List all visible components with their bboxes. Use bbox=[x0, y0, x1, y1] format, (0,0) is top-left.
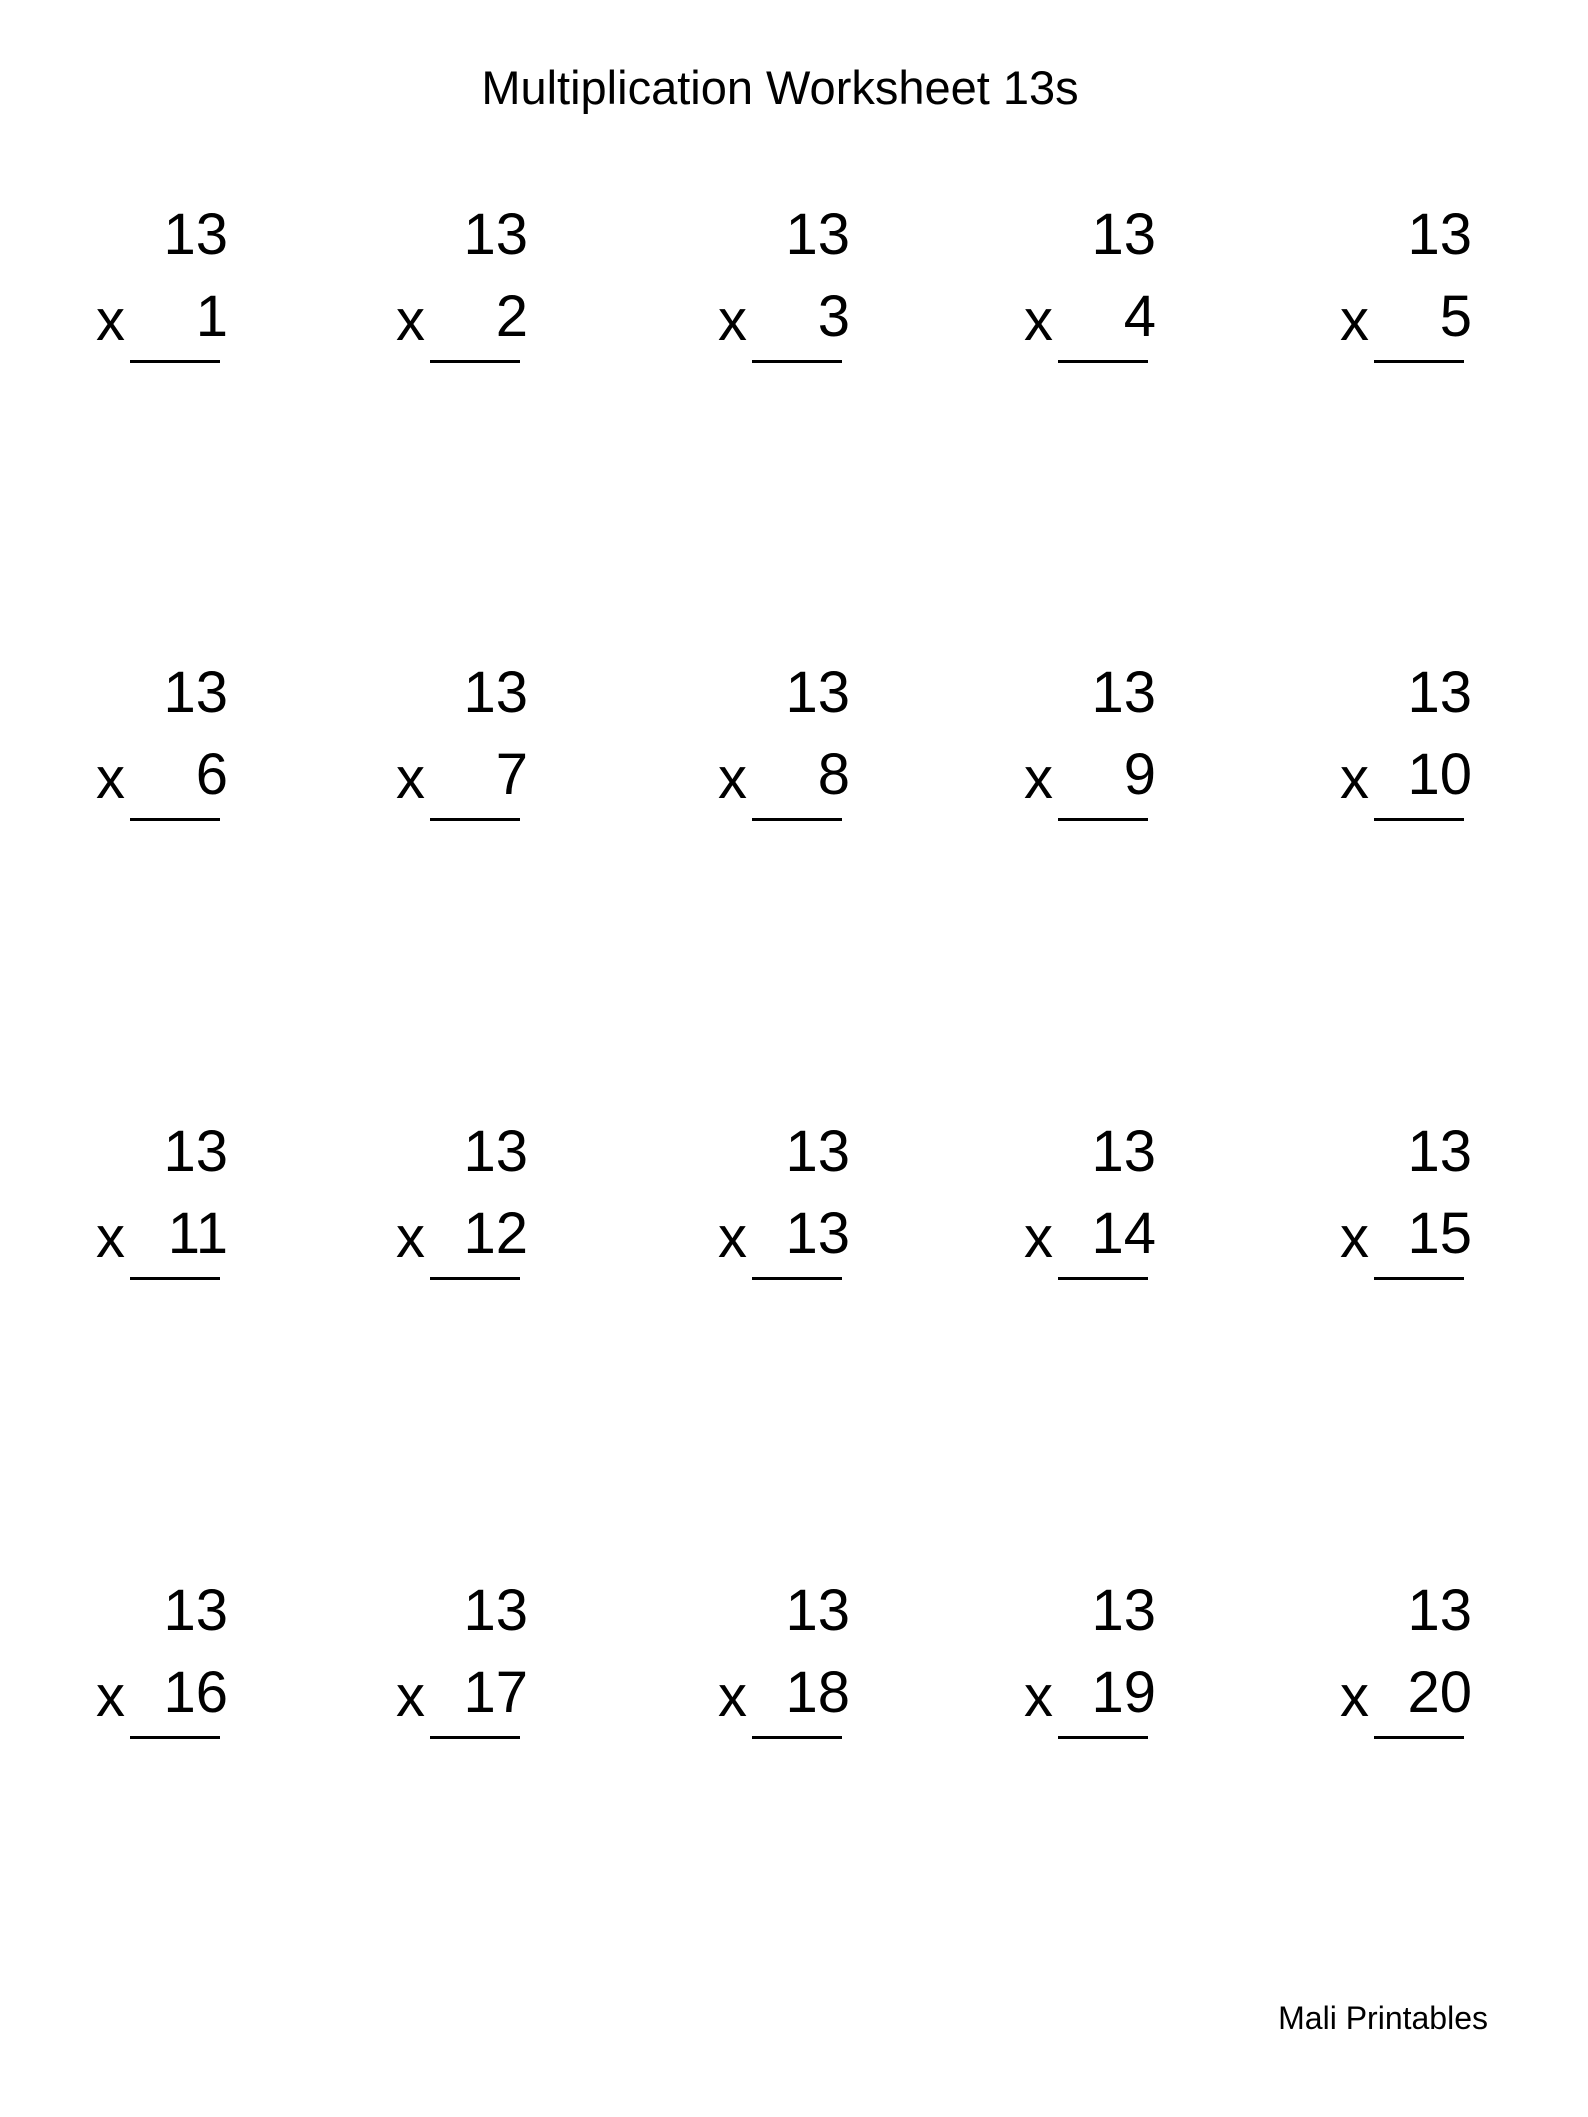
multiply-sign: x bbox=[96, 746, 125, 811]
answer-line bbox=[752, 1736, 842, 1739]
multiplicand: 13 bbox=[785, 202, 850, 267]
multiply-sign: x bbox=[1024, 1664, 1053, 1729]
multiply-sign: x bbox=[1340, 288, 1369, 353]
multiplicand: 13 bbox=[1407, 202, 1472, 267]
multiply-sign: x bbox=[396, 1205, 425, 1270]
multiplicand: 13 bbox=[463, 660, 528, 725]
multiplier: 12 bbox=[463, 1201, 528, 1266]
problem-14 bbox=[1024, 1117, 1174, 1292]
answer-line bbox=[1058, 1736, 1148, 1739]
multiplier: 9 bbox=[1123, 742, 1156, 807]
problem-18 bbox=[718, 1576, 868, 1751]
multiplier: 1 bbox=[195, 284, 228, 349]
answer-line bbox=[1058, 360, 1148, 363]
problem-11 bbox=[96, 1117, 246, 1292]
multiplicand: 13 bbox=[1407, 660, 1472, 725]
multiply-sign: x bbox=[96, 288, 125, 353]
worksheet-title: Multiplication Worksheet 13s bbox=[481, 61, 1079, 114]
problem-3 bbox=[718, 200, 868, 375]
multiplicand: 13 bbox=[1091, 1578, 1156, 1643]
multiplicand: 13 bbox=[463, 202, 528, 267]
multiply-sign: x bbox=[1024, 288, 1053, 353]
multiplicand: 13 bbox=[1091, 660, 1156, 725]
multiplier: 6 bbox=[195, 742, 228, 807]
multiplier: 16 bbox=[163, 1660, 228, 1725]
multiplier: 15 bbox=[1407, 1201, 1472, 1266]
multiply-sign: x bbox=[396, 746, 425, 811]
answer-line bbox=[1374, 1736, 1464, 1739]
answer-line bbox=[130, 1277, 220, 1280]
multiplicand: 13 bbox=[1407, 1119, 1472, 1184]
answer-line bbox=[1374, 818, 1464, 821]
multiplier: 13 bbox=[785, 1201, 850, 1266]
multiplicand: 13 bbox=[463, 1119, 528, 1184]
multiply-sign: x bbox=[96, 1664, 125, 1729]
problem-1 bbox=[96, 200, 246, 375]
problem-2 bbox=[396, 200, 546, 375]
multiplicand: 13 bbox=[163, 1578, 228, 1643]
problem-16 bbox=[96, 1576, 246, 1751]
multiplier: 5 bbox=[1439, 284, 1472, 349]
answer-line bbox=[430, 360, 520, 363]
multiplier: 10 bbox=[1407, 742, 1472, 807]
problem-15 bbox=[1340, 1117, 1490, 1292]
problem-17 bbox=[396, 1576, 546, 1751]
problem-19 bbox=[1024, 1576, 1174, 1751]
problem-7 bbox=[396, 658, 546, 833]
answer-line bbox=[130, 360, 220, 363]
answer-line bbox=[752, 1277, 842, 1280]
multiply-sign: x bbox=[396, 1664, 425, 1729]
answer-line bbox=[430, 818, 520, 821]
multiplier: 20 bbox=[1407, 1660, 1472, 1725]
multiplicand: 13 bbox=[163, 660, 228, 725]
multiplier: 7 bbox=[495, 742, 528, 807]
footer-credit: Mali Printables bbox=[1278, 2000, 1488, 2036]
answer-line bbox=[1374, 1277, 1464, 1280]
multiplier: 19 bbox=[1091, 1660, 1156, 1725]
multiply-sign: x bbox=[718, 288, 747, 353]
multiply-sign: x bbox=[96, 1205, 125, 1270]
multiplicand: 13 bbox=[163, 202, 228, 267]
problem-20 bbox=[1340, 1576, 1490, 1751]
multiply-sign: x bbox=[396, 288, 425, 353]
multiply-sign: x bbox=[1340, 1664, 1369, 1729]
multiplicand: 13 bbox=[163, 1119, 228, 1184]
multiplier: 11 bbox=[167, 1201, 228, 1266]
answer-line bbox=[752, 818, 842, 821]
problem-9 bbox=[1024, 658, 1174, 833]
multiplicand: 13 bbox=[1407, 1578, 1472, 1643]
multiply-sign: x bbox=[1024, 746, 1053, 811]
multiply-sign: x bbox=[1340, 1205, 1369, 1270]
answer-line bbox=[430, 1277, 520, 1280]
problem-6 bbox=[96, 658, 246, 833]
answer-line bbox=[1374, 360, 1464, 363]
problem-13 bbox=[718, 1117, 868, 1292]
multiplicand: 13 bbox=[785, 1119, 850, 1184]
problem-12 bbox=[396, 1117, 546, 1292]
multiplier: 14 bbox=[1091, 1201, 1156, 1266]
multiplicand: 13 bbox=[785, 1578, 850, 1643]
multiply-sign: x bbox=[718, 746, 747, 811]
answer-line bbox=[130, 818, 220, 821]
multiplier: 3 bbox=[817, 284, 850, 349]
multiply-sign: x bbox=[1340, 746, 1369, 811]
multiplier: 8 bbox=[817, 742, 850, 807]
multiplicand: 13 bbox=[785, 660, 850, 725]
multiply-sign: x bbox=[718, 1205, 747, 1270]
problem-4 bbox=[1024, 200, 1174, 375]
problem-5 bbox=[1340, 200, 1490, 375]
multiplicand: 13 bbox=[463, 1578, 528, 1643]
answer-line bbox=[1058, 1277, 1148, 1280]
multiplier: 18 bbox=[785, 1660, 850, 1725]
answer-line bbox=[130, 1736, 220, 1739]
multiply-sign: x bbox=[718, 1664, 747, 1729]
problem-10 bbox=[1340, 658, 1490, 833]
multiply-sign: x bbox=[1024, 1205, 1053, 1270]
multiplier: 2 bbox=[495, 284, 528, 349]
multiplicand: 13 bbox=[1091, 1119, 1156, 1184]
answer-line bbox=[752, 360, 842, 363]
answer-line bbox=[430, 1736, 520, 1739]
multiplier: 17 bbox=[463, 1660, 528, 1725]
problem-8 bbox=[718, 658, 868, 833]
multiplicand: 13 bbox=[1091, 202, 1156, 267]
answer-line bbox=[1058, 818, 1148, 821]
multiplier: 4 bbox=[1123, 284, 1156, 349]
